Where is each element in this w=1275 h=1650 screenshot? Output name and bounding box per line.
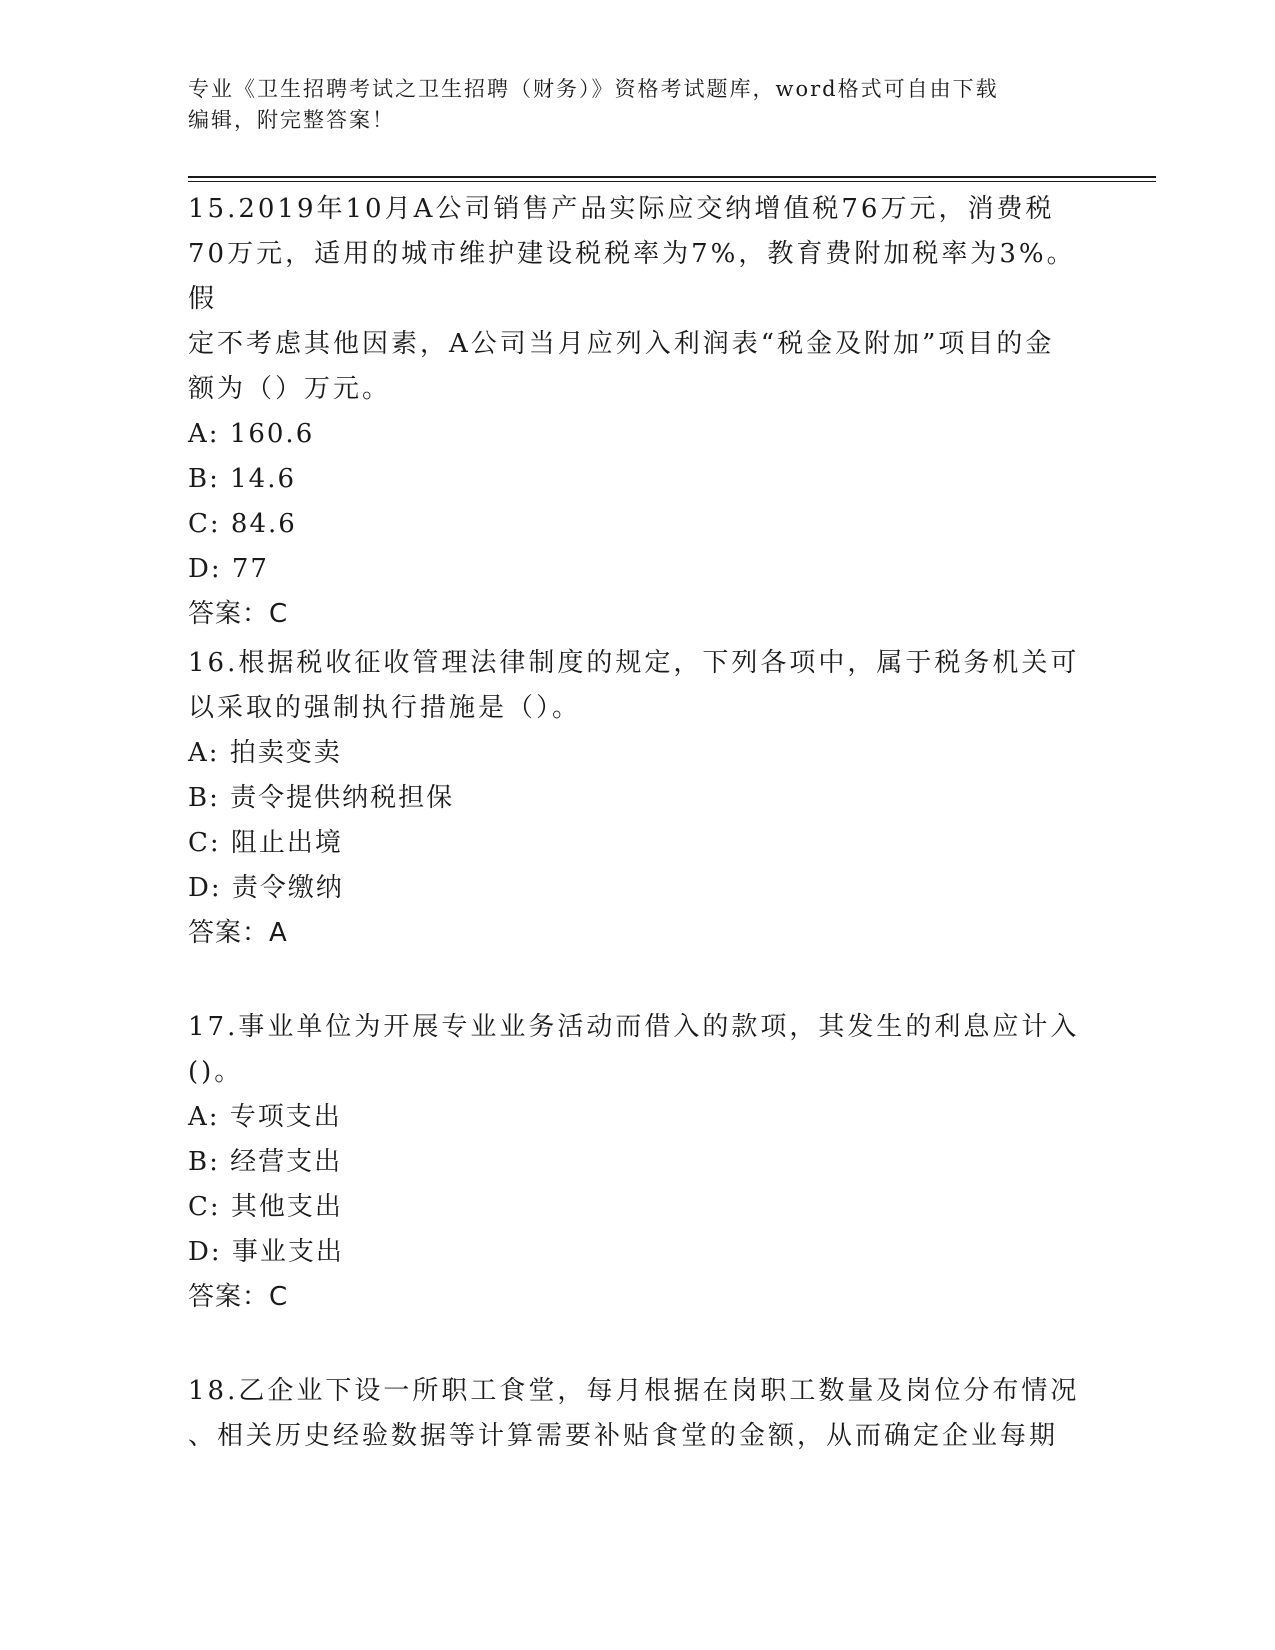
option-b: B: 经营支出 [188,1147,343,1177]
header-divider-thin [188,181,1156,182]
option-a: A: 160.6 [188,419,315,449]
option-b: B: 责令提供纳税担保 [188,783,455,813]
answer-label: 答案：C [188,1282,289,1312]
question-stem-line: 16.根据税收征收管理法律制度的规定，下列各项中，属于税务机关可 [188,648,1080,678]
question-16 [188,641,1088,956]
answer-label: 答案：C [188,599,289,629]
question-stem-line: 18.乙企业下设一所职工食堂，每月根据在岗职工数量及岗位分布情况 [188,1376,1080,1406]
question-stem-line: 定不考虑其他因素，A公司当月应列入利润表“税金及附加”项目的金 [188,329,1055,359]
option-b: B: 14.6 [188,464,297,494]
question-stem-line: 额为（）万元。 [188,374,392,404]
question-stem-line: 70万元，适用的城市维护建设税税率为7%，教育费附加税率为3%。假 [188,239,1076,314]
option-d: D: 责令缴纳 [188,873,344,903]
header-line-2: 编辑，附完整答案！ [188,108,395,132]
question-stem-line: ()。 [188,1057,244,1087]
option-d: D: 事业支出 [188,1237,344,1267]
question-15 [188,187,1088,637]
question-18 [188,1369,1088,1459]
option-c: C: 其他支出 [188,1192,343,1222]
option-c: C: 84.6 [188,509,297,539]
question-stem-line: 、相关历史经验数据等计算需要补贴食堂的金额，从而确定企业每期 [188,1421,1059,1451]
header-line-1: 专业《卫生招聘考试之卫生招聘（财务）》资格考试题库，word格式可自由下载 [188,77,999,101]
option-a: A: 专项支出 [188,1102,342,1132]
option-d: D: 77 [188,554,269,584]
question-stem-line: 17.事业单位为开展专业业务活动而借入的款项，其发生的利息应计入 [188,1012,1080,1042]
option-c: C: 阻止出境 [188,828,343,858]
question-stem-line: 15.2019年10月A公司销售产品实际应交纳增值税76万元，消费税 [188,194,1055,224]
question-17 [188,1005,1088,1320]
answer-label: 答案：A [188,918,288,948]
header-divider-thick [188,176,1156,178]
question-stem-line: 以采取的强制执行措施是（）。 [188,693,582,723]
document-header [188,74,1088,136]
option-a: A: 拍卖变卖 [188,738,342,768]
